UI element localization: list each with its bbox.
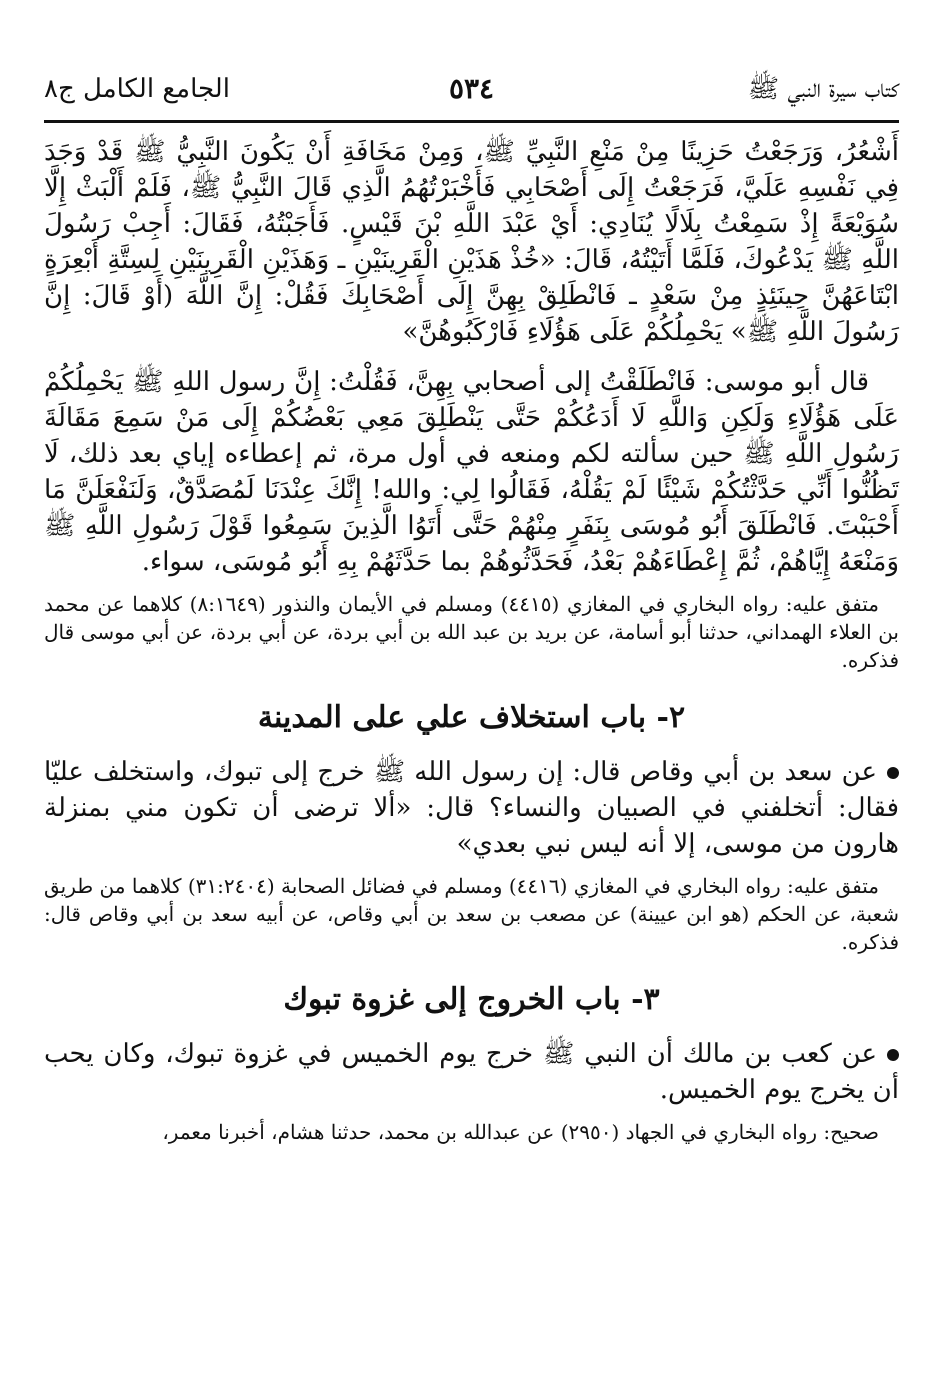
takhrij-note-3: صحيح: رواه البخاري في الجهاد (٢٩٥٠) عن عبدالله بن محمد، حدثنا هشام، أخبرنا معمر، (162, 1120, 879, 1144)
takhrij-note-1: متفق عليه: رواه البخاري في المغازي (٤٤١٥) ومسلم في الأيمان والنذور (٨:١٦٤٩) كلاهما عن محمد بن العلاء الهمداني، حدثنا أبو أسامة، عن بريد بن عبد الله بن أبي بردة، عن أبي بردة، عن أبي موسى قال فذكره. (44, 592, 899, 672)
page-body (44, 134, 899, 1146)
page-number: ٥٣٤ (448, 72, 495, 105)
section-heading-3: ٣- باب الخروج إلى غزوة تبوك (283, 982, 660, 1017)
volume-title: الجامع الكامل ج٨ (44, 74, 230, 104)
book-title: كتاب سيرة النبي ﷺ (747, 74, 899, 104)
hadith-kaab-text: عن كعب بن مالك أن النبي ﷺ خرج يوم الخميس في غزوة تبوك، وكان يحب أن يخرج يوم الخميس. (44, 1039, 899, 1105)
takhrij-note-2: متفق عليه: رواه البخاري في المغازي (٤٤١٦) ومسلم في فضائل الصحابة (٣١:٢٤٠٤) كلاهما من طريق شعبة، عن الحكم (هو ابن عيينة) عن مصعب بن سعد بن أبي وقاص، عن أبيه سعد بن أبي وقاص قال: فذكره. (43, 874, 899, 954)
hadith-kaab (44, 1036, 899, 1108)
abu-musa-paragraph: قال أبو موسى: فَانْطَلَقْتُ إلى أصحابي بِهِنَّ، فَقُلْتُ: إِنَّ رسول اللهِ ﷺ يَحْمِلُكُمْ عَلَى هَؤُلَاءِ وَلَكِنِ وَاللَّهِ لَا أَدَعُكُمْ حَتَّى يَنْطَلِقَ مَعِي بَعْضُكُمْ إِلَى مَنْ سَمِعَ مَقَالَةَ رَسُولِ اللَّهِ ﷺ حين سألته لكم ومنعه في أول مرة، ثم إعطاءه إياي بعد ذلك، لَا تَظُنُّوا أَنِّي حَدَّثْتُكُمْ شَيْئًا لَمْ يَقُلْهُ، فَقَالُوا لِي: والله! إِنَّكَ عِنْدَنَا لَمُصَدَّقٌ، وَلَنَفْعَلَنَّ مَا أَحْبَبْتَ. فَانْطَلَقَ أَبُو مُوسَى بِنَفَرٍ مِنْهُمْ حَتَّى أَتَوُا الَّذِينَ سَمِعُوا قَوْلَ رَسُولِ اللَّهِ ﷺ وَمَنْعَهُ إِيَّاهُمْ، ثُمَّ إِعْطَاءَهُمْ بَعْدُ، فَحَدَّثُوهُمْ بما حَدَّثَهُمْ بِهِ أَبُو مُوسَى، سواء. (44, 367, 899, 577)
bullet-icon (887, 767, 899, 779)
section-heading-2: ٢- باب استخلاف علي على المدينة (257, 700, 686, 735)
page-header (44, 72, 899, 112)
hadith-sad (44, 754, 899, 862)
header-divider (44, 120, 899, 123)
hadith-sad-text: عن سعد بن أبي وقاص قال: إن رسول الله ﷺ خرج إلى تبوك، واستخلف عليّا فقال: أتخلفني في الصبيان والنساء؟ قال: «ألا ترضى أن تكون مني بمنزلة هارون من موسى، إلا أنه ليس نبي بعدي» (44, 757, 899, 859)
hadith-continuation: أَشْعُرُ، وَرَجَعْتُ حَزِينًا مِنْ مَنْعِ النَّبِيِّ ﷺ، وَمِنْ مَخَافَةِ أَنْ يَكُونَ النَّبِيُّ ﷺ قَدْ وَجَدَ فِي نَفْسِهِ عَلَيَّ، فَرَجَعْتُ إِلَى أَصْحَابِي فَأَخْبَرْتُهُمُ الَّذِي قَالَ النَّبِيُّ ﷺ، فَلَمْ أَلْبَثْ إِلَّا سُوَيْعَةً إِذْ سَمِعْتُ بِلَالًا يُنَادِي: أَيْ عَبْدَ اللَّهِ بْنَ قَيْسٍ. فَأَجَبْتُهُ، فَقَالَ: أَجِبْ رَسُولَ اللَّهِ ﷺ يَدْعُوكَ، فَلَمَّا أَتَيْتُهُ، قَالَ: «خُذْ هَذَيْنِ الْقَرِينَيْنِ ـ وَهَذَيْنِ الْقَرِينَيْنِ لِسِتَّةِ أَبْعِرَةٍ ابْتَاعَهُنَّ حِينَئِذٍ مِنْ سَعْدٍ ـ فَانْطَلِقْ بِهِنَّ إِلَى أَصْحَابِكَ فَقُلْ: إِنَّ اللَّهَ (أَوْ قَالَ: إِنَّ رَسُولَ اللَّهِ ﷺ» يَحْمِلُكُمْ عَلَى هَؤُلَاءِ فَارْكَبُوهُنَّ» (44, 137, 899, 347)
bullet-icon (887, 1049, 899, 1061)
